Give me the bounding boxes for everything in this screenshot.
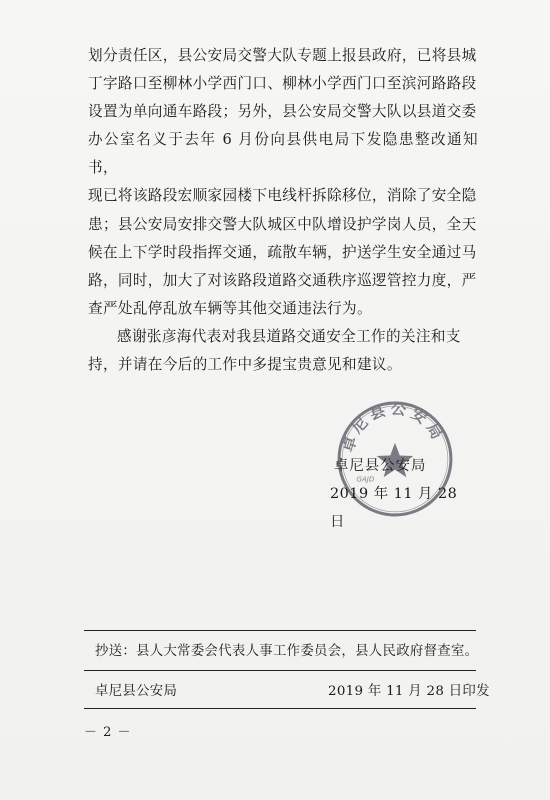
body-line: 路，同时，加大了对该路段道路交通秩序巡逻管控力度，严 [88,271,477,289]
body-line: 丁字路口至柳林小学西门口、柳林小学西门口至滨河路路段 [88,75,477,93]
svg-text:卓尼县公安局: 卓尼县公安局 [338,399,449,455]
svg-text:GAJD: GAJD [356,474,375,484]
signature-date: 2019 年 11 月 28 日 [330,486,458,530]
cc-line: 抄送：县人大常委会代表人事工作委员会，县人民政府督查室。 [95,644,479,659]
footer-top-rule [84,630,476,631]
signature-org: 卓尼县公安局 [334,458,427,474]
footer-middle-rule [84,670,476,671]
body-line: 现已将该路段宏顺家园楼下电线杆拆除移位，消除了安全隐 [88,187,477,205]
page-number: － 2 － [84,725,132,740]
body-line: 患；县公安局安排交警大队城区中队增设护学岗人员，全天 [88,215,477,233]
issue-date: 2019 年 11 月 28 日印发 [328,684,490,699]
body-line: 查严处乱停乱放车辆等其他交通违法行为。 [88,299,372,317]
body-line: 办公室名义于去年 6 月份向县供电局下发隐患整改通知书， [88,131,478,177]
body-line: 候在上下学时段指挥交通，疏散车辆，护送学生安全通过马 [88,243,477,261]
signature-block [330,452,470,536]
footer-bottom-rule [84,708,476,709]
paragraph-2 [88,323,478,379]
body-line: 划分责任区，县公安局交警大队专题上报县政府，已将县城 [88,47,477,64]
body-line: 持，并请在今后的工作中多提宝贵意见和建议。 [88,356,402,374]
paragraph-1 [88,42,478,323]
issuer-name: 卓尼县公安局 [95,684,178,699]
body-line: 设置为单向通车路段；另外，县公安局交警大队以县道交委 [88,103,477,121]
body-line: 感谢张彦海代表对我县道路交通安全工作的关注和支 [117,327,461,345]
body-text [88,42,478,379]
